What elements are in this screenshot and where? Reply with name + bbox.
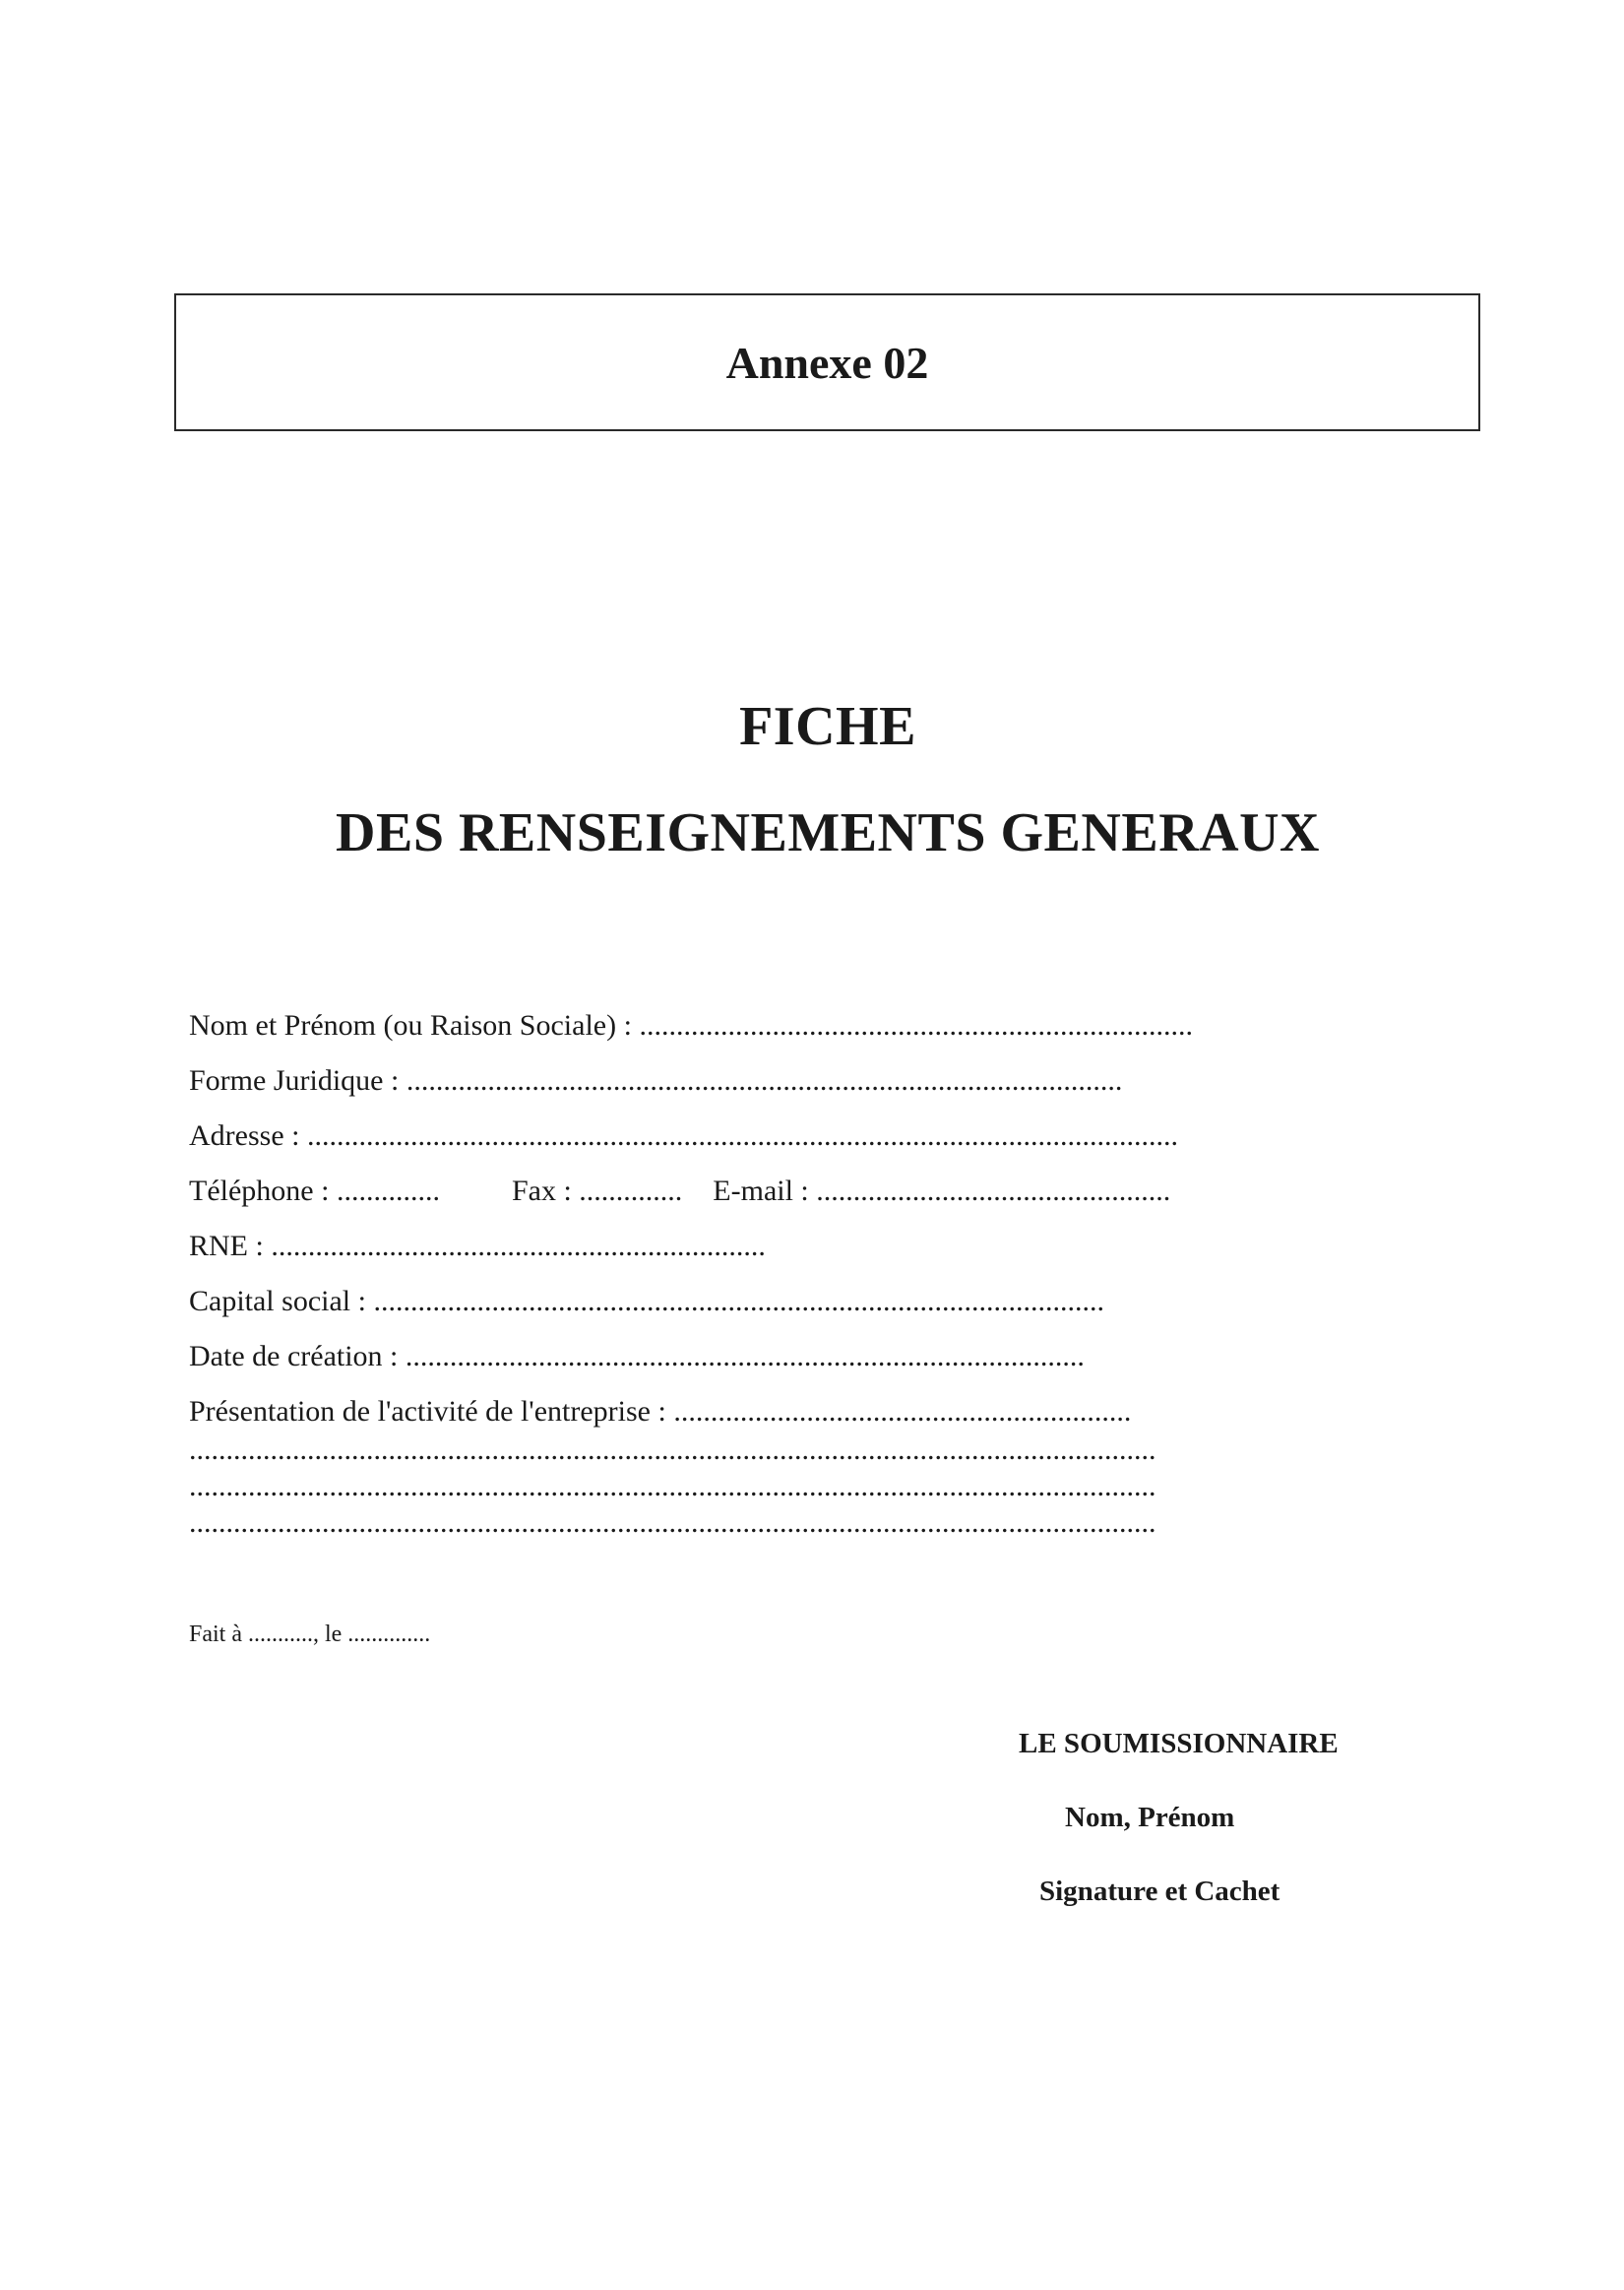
field-date-creation — [189, 1342, 1085, 1371]
field-forme-juridique — [189, 1066, 1122, 1096]
presentation-line: ................................................................................................................................... — [189, 1433, 1156, 1466]
field-forme-label: Forme Juridique : — [189, 1064, 400, 1097]
field-presentation-label: Présentation de l'activité de l'entreprise : — [189, 1395, 666, 1428]
field-date-label: Date de création : — [189, 1340, 399, 1372]
field-rne-dots: ................................................................... — [271, 1230, 766, 1262]
annex-box — [174, 293, 1480, 431]
field-email-label: E-mail : — [713, 1175, 809, 1207]
field-presentation-dots: .............................................................. — [673, 1395, 1132, 1428]
signature-cachet: Signature et Cachet — [1039, 1876, 1280, 1907]
page-title: FICHE — [739, 696, 916, 757]
field-nom — [189, 1011, 1193, 1041]
presentation-line: ................................................................................................................................... — [189, 1506, 1156, 1539]
page-subtitle: DES RENSEIGNEMENTS GENERAUX — [336, 802, 1320, 863]
field-capital — [189, 1287, 1104, 1316]
fait-a-line: Fait à ..........., le .............. — [189, 1622, 431, 1647]
field-forme-dots: ................................................................................................. — [406, 1064, 1123, 1097]
field-nom-dots: ........................................................................... — [639, 1009, 1193, 1042]
field-fax-dots: .............. — [579, 1175, 683, 1207]
field-nom-label: Nom et Prénom (ou Raison Sociale) : — [189, 1009, 632, 1042]
field-contact-row — [189, 1177, 1170, 1206]
field-capital-label: Capital social : — [189, 1285, 366, 1317]
field-adresse — [189, 1121, 1178, 1151]
field-email-dots: ................................................ — [816, 1175, 1171, 1207]
field-date-dots: ............................................................................................ — [405, 1340, 1085, 1372]
field-presentation — [189, 1397, 1131, 1427]
field-rne — [189, 1232, 766, 1261]
field-capital-dots: ................................................................................................... — [373, 1285, 1104, 1317]
field-telephone-dots: .............. — [336, 1175, 440, 1207]
presentation-line: ................................................................................................................................... — [189, 1470, 1156, 1502]
annex-title: Annexe 02 — [725, 338, 929, 388]
field-adresse-dots: ...................................................................................................................... — [306, 1119, 1178, 1152]
signature-name: Nom, Prénom — [1065, 1802, 1235, 1833]
field-telephone-label: Téléphone : — [189, 1175, 330, 1207]
field-fax-label: Fax : — [511, 1175, 572, 1207]
field-adresse-label: Adresse : — [189, 1119, 300, 1152]
signature-title: LE SOUMISSIONNAIRE — [1019, 1728, 1339, 1759]
field-rne-label: RNE : — [189, 1230, 264, 1262]
